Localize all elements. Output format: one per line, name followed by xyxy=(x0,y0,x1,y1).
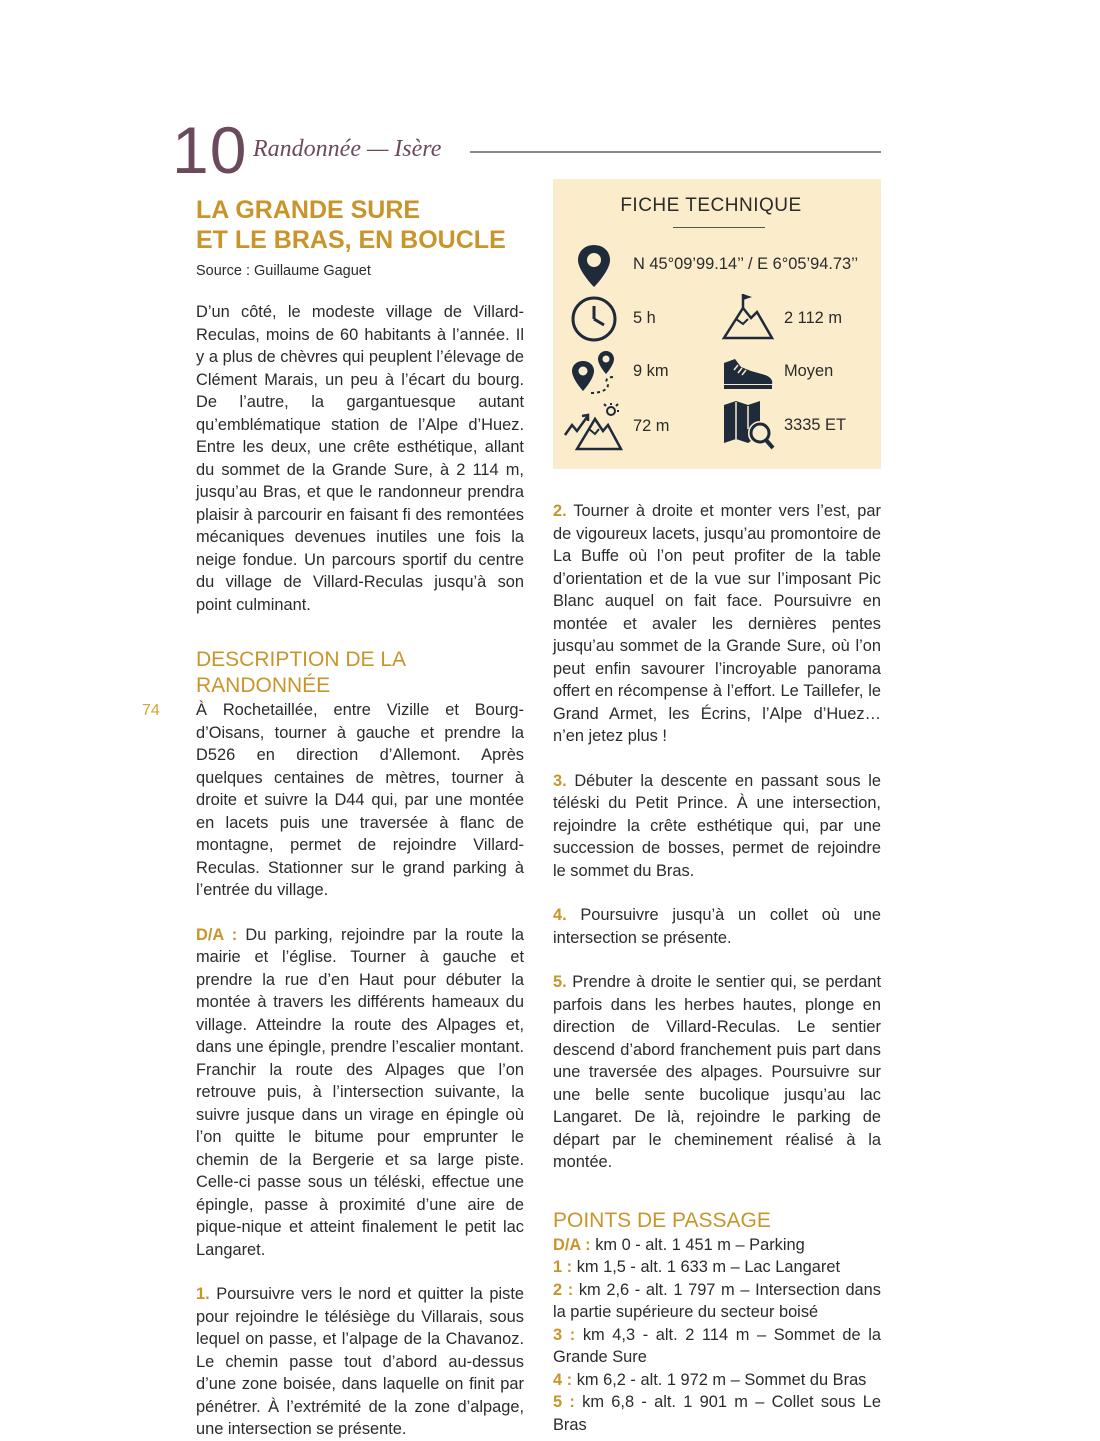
step-5-paragraph xyxy=(553,971,881,1174)
point-text: km 4,3 - alt. 2 114 m – Sommet de la Grande Sure xyxy=(553,1325,881,1366)
elevation-mountain-icon xyxy=(563,401,623,453)
point-text: km 0 - alt. 1 451 m – Parking xyxy=(590,1235,805,1254)
hiking-shoe-icon xyxy=(721,355,775,391)
points-list xyxy=(553,1234,881,1437)
step-5-text: Prendre à droite le sentier qui, se perdant parfois dans les herbes hautes, plonge en direction de Villard-Reculas. Le sentier descend d’abord franchement puis part dans une traversée des alpages. Poursuivre sur une belle sente bucolique jusqu’au lac Langaret. De là, rejoindre le parking de départ par le cheminement réalisé à la montée. xyxy=(553,973,881,1171)
step-4-text: Poursuivre jusqu’à un collet où une intersection se présente. xyxy=(553,906,881,947)
step-4-paragraph xyxy=(553,904,881,949)
point-label: 4 : xyxy=(553,1370,573,1389)
map-value: 3335 ET xyxy=(784,416,846,434)
description-title: DESCRIPTION DE LA RANDONNÉE xyxy=(196,648,405,697)
step-4-label: 4. xyxy=(553,906,567,924)
point-item xyxy=(553,1369,881,1392)
left-column xyxy=(196,195,524,1441)
step-1-label: 1. xyxy=(196,1285,210,1303)
step-3-label: 3. xyxy=(553,771,567,790)
distance-value: 9 km xyxy=(633,362,669,380)
location-pin-icon xyxy=(575,243,613,289)
point-item xyxy=(553,1391,881,1436)
elevation-value: 72 m xyxy=(633,417,670,435)
step-5-label: 5. xyxy=(553,973,567,991)
coords-value: N 45°09’99.14’’ / E 6°05’94.73’’ xyxy=(633,255,859,273)
point-item xyxy=(553,1279,881,1324)
summit-flag-icon xyxy=(721,291,775,341)
title-line-1: LA GRANDE SURE xyxy=(196,196,421,224)
point-text: km 1,5 - alt. 1 633 m – Lac Langaret xyxy=(572,1258,841,1276)
da-label: D/A : xyxy=(196,925,238,944)
clock-icon xyxy=(570,295,618,343)
point-label: 5 : xyxy=(553,1393,575,1411)
route-pins-icon xyxy=(569,349,621,397)
da-paragraph xyxy=(196,924,524,1262)
chapter-subtitle: Randonnée — Isère xyxy=(253,136,442,162)
step-3-paragraph xyxy=(553,770,881,883)
duration-value: 5 h xyxy=(633,309,656,327)
point-label: 3 : xyxy=(553,1325,576,1344)
page-number: 74 xyxy=(142,702,160,719)
step-2-label: 2. xyxy=(553,502,567,520)
point-label: D/A : xyxy=(553,1235,591,1254)
point-text: km 2,6 - alt. 1 797 m – Intersection dans la partie supérieure du secteur boisé xyxy=(553,1280,881,1321)
point-item xyxy=(553,1234,881,1257)
point-item xyxy=(553,1256,881,1279)
point-label: 1 : xyxy=(553,1258,573,1276)
article-source: Source : Guillaume Gaguet xyxy=(196,263,371,279)
step-1-paragraph xyxy=(196,1283,524,1441)
da-text: Du parking, rejoindre par la route la mairie et l’église. Tourner à gauche et prendre la rue d’en Haut pour débuter la montée à travers les différents hameaux du village. Atteindre la route des Alpages et, dans une épingle, prendre l’escalier montant. Franchir la route des Alpages que l’on retrouve puis, à l’intersection suivante, la suivre jusque dans un virage en épingle où l’on quitte le bitume pour emprunter le chemin de la Bergerie et sa large piste. Celle-ci passe sous un téléski, effectue une épingle, passe à proximité d’une aire de pique-nique et atteint finalement le petit lac Langaret. xyxy=(196,925,524,1259)
article-title xyxy=(196,195,524,255)
fiche-title-rule xyxy=(673,227,765,228)
step-3-text: Débuter la descente en passant sous le téléski du Petit Prince. À une intersection, rejoindre la crête esthétique qui, par une succession de bosses, permet de rejoindre le sommet du Bras. xyxy=(553,771,881,880)
points-title: POINTS DE PASSAGE xyxy=(553,1208,771,1232)
point-label: 2 : xyxy=(553,1280,574,1299)
difficulty-value: Moyen xyxy=(784,362,834,380)
fiche-title: FICHE TECHNIQUE xyxy=(620,195,802,216)
description-paragraph: À Rochetaillée, entre Vizille et Bourg-d’Oisans, tourner à gauche et prendre la D526 en direction d’Allemont. Après quelques centaines de mètres, tourner à droite et suivre la D44 qui, par une montée en lacets puis une traversée à flanc de montagne, permet de rejoindre Villard-Reculas. Stationner sur le grand parking à l’entrée du village. xyxy=(196,701,524,899)
chapter-number: 10 xyxy=(172,113,248,187)
point-text: km 6,8 - alt. 1 901 m – Collet sous Le Bras xyxy=(553,1393,881,1434)
header-rule xyxy=(470,151,881,153)
intro-paragraph: D’un côté, le modeste village de Villard-Reculas, moins de 60 habitants à l’année. Il y a plus de chèvres qui peuplent l’élevage de Clément Marais, un peu à l’écart du bourg. De l’autre, la gargantuesque autant qu’emblématique station de l’Alpe d’Huez. Entre les deux, une crête esthétique, allant du sommet de la Grande Sure, à 2 114 m, jusqu’au Bras, et que le randonneur prendra plaisir à parcourir en faisant fi des remontées mécaniques devenues inutiles une fois la neige fondue. Un parcours sportif du centre du village de Villard-Reculas jusqu’à son point culminant. xyxy=(196,303,524,614)
point-text: km 6,2 - alt. 1 972 m – Sommet du Bras xyxy=(572,1370,867,1389)
step-2-text: Tourner à droite et monter vers l’est, par de vigoureux lacets, jusqu’au promontoire de La Buffe où l’on peut profiter de la table d’orientation et de la vue sur l’imposant Pic Blanc auquel on fait face. Poursuivre en montée et avaler les dernières pentes jusqu’au sommet de la Grande Sure, où l’on peut enfin savourer l’incroyable panorama offert en récompense à l’effort. Le Taillefer, le Grand Armet, les Écrins, l’Alpe d’Huez… n’en jetez plus ! xyxy=(553,502,881,745)
map-search-icon xyxy=(721,399,777,453)
step-2-paragraph xyxy=(553,500,881,748)
fiche-technique-box xyxy=(553,179,881,469)
point-item xyxy=(553,1324,881,1369)
right-column xyxy=(553,500,881,1436)
step-1-text: Poursuivre vers le nord et quitter la piste pour rejoindre le télésiège du Villarais, sous lequel on passe, et l’alpage de la Chavanoz. Le chemin passe tout d’abord au-dessus d’une zone boisée, dans laquelle on finit par pénétrer. À l’extrémité de la zone d’alpage, une intersection se présente. xyxy=(196,1285,524,1438)
title-line-2: ET LE BRAS, EN BOUCLE xyxy=(196,226,506,254)
altitude-value: 2 112 m xyxy=(784,309,843,327)
